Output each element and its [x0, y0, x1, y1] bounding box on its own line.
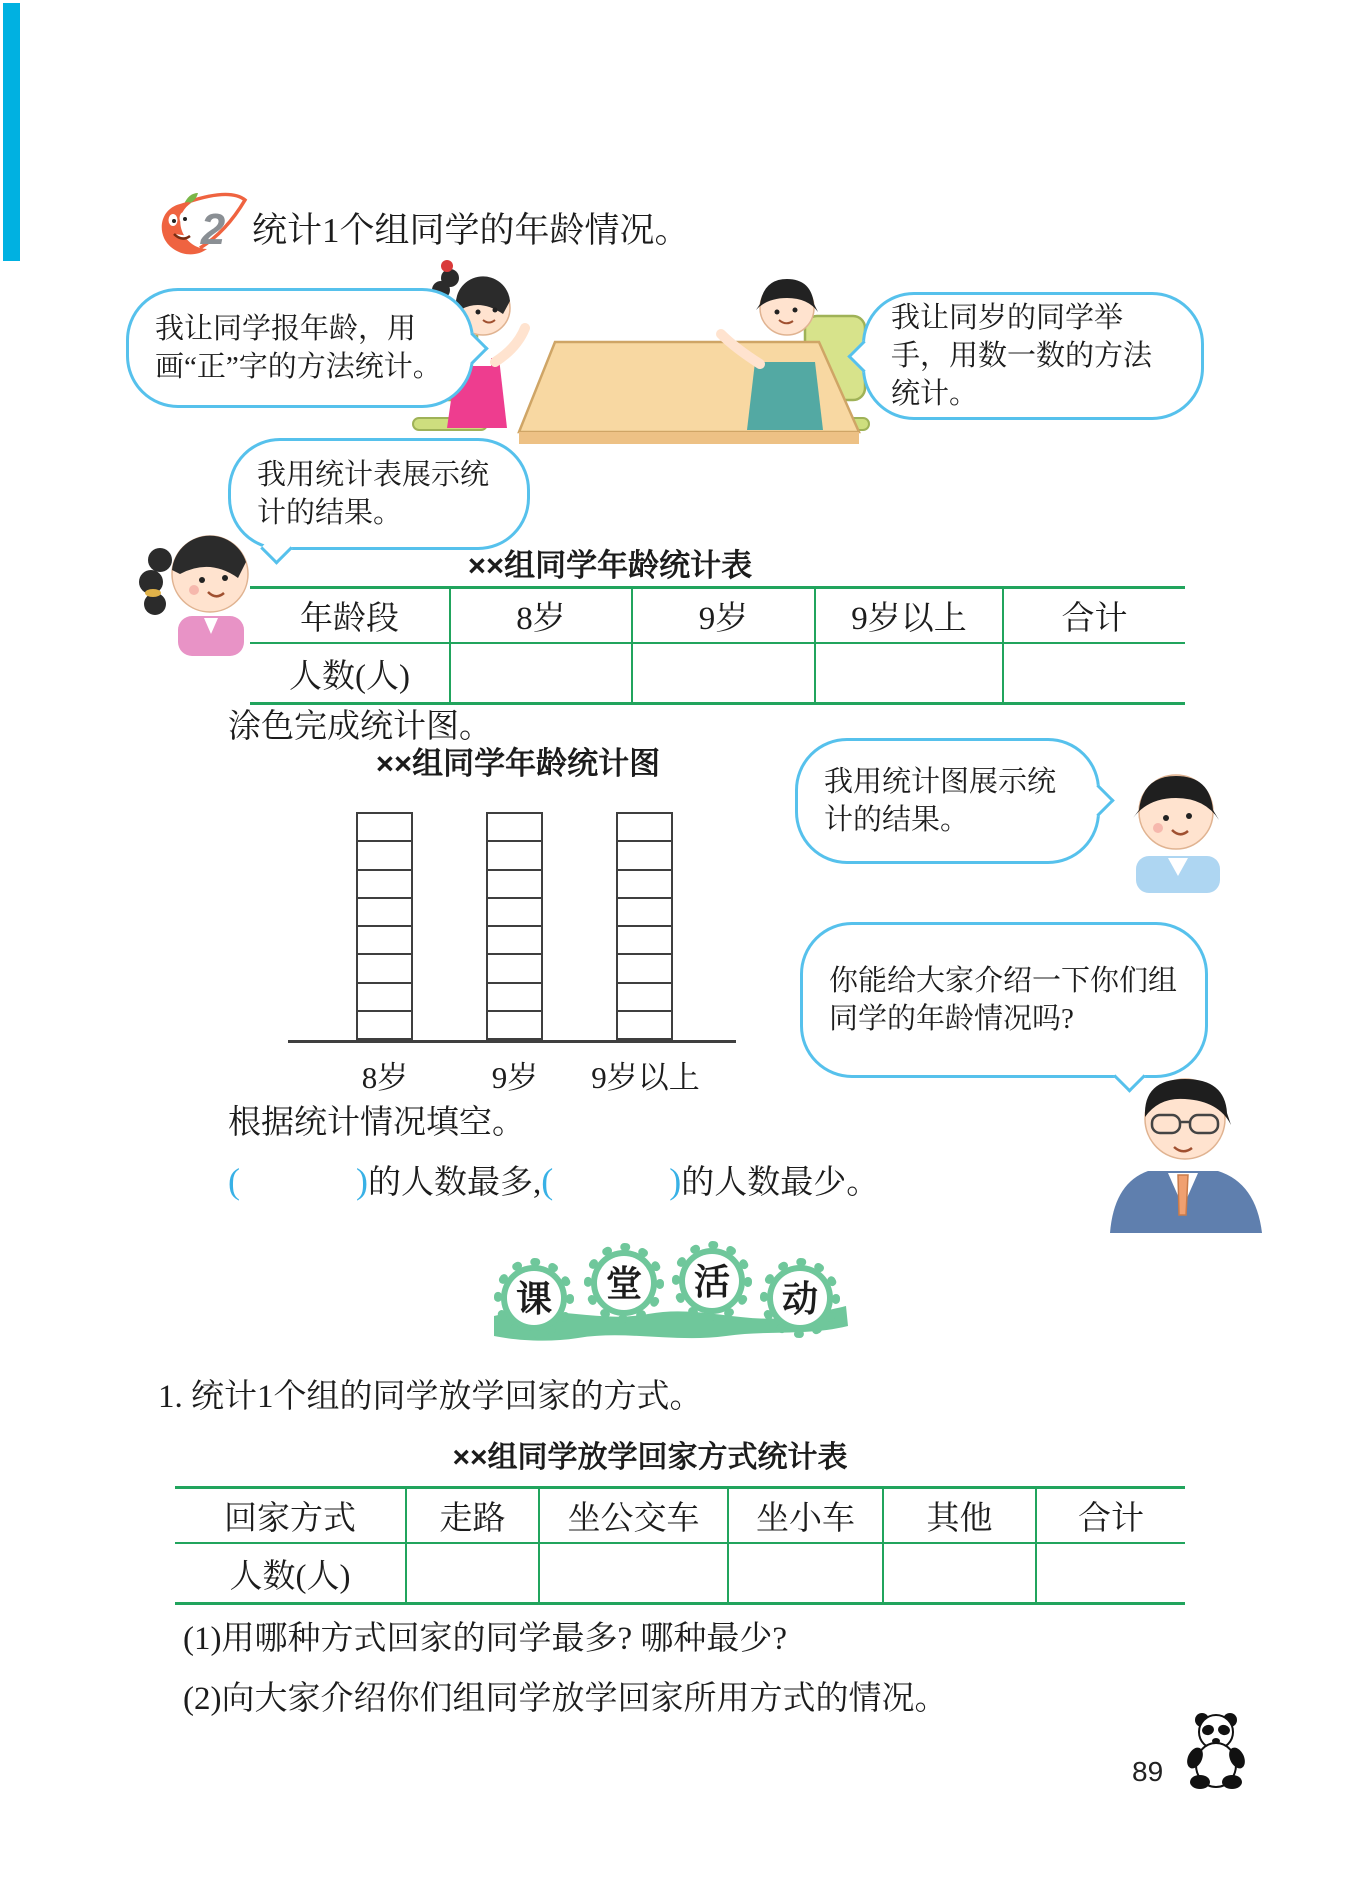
age-table-value-cell — [449, 644, 631, 702]
banner-flower — [676, 1245, 748, 1317]
age-table-header: 9岁以上 — [814, 589, 1002, 644]
banner-char: 活 — [693, 1261, 731, 1302]
home-table-value-cell — [727, 1544, 882, 1602]
chart-grid-cell — [488, 982, 541, 1010]
sentence-segment: 的人数最多, — [368, 1165, 542, 1201]
home-table-title: ××组同学放学回家方式统计表 — [452, 1441, 848, 1474]
classroom-activity-banner — [486, 1238, 854, 1360]
speech-bubble-girl-method — [126, 288, 474, 408]
margin-accent-bar — [3, 3, 20, 261]
speech-text: 我用统计表展示统计的结果。 — [257, 458, 490, 529]
home-table-value-cell — [405, 1544, 538, 1602]
age-table-title: ××组同学年龄统计表 — [467, 548, 753, 583]
boy-avatar — [1108, 748, 1243, 893]
home-table-header: 回家方式 — [175, 1489, 405, 1544]
pepper-problem-icon — [150, 188, 250, 268]
page-number: 89 — [1132, 1756, 1164, 1787]
open-paren: ( — [541, 1161, 554, 1201]
chart-grid-cell — [488, 869, 541, 897]
sentence-segment: 的人数最少。 — [681, 1165, 880, 1201]
banner-char: 堂 — [605, 1263, 643, 1304]
chart-grid-cell — [358, 925, 411, 953]
activity1-lead: 1. 统计1个组的同学放学回家的方式。 — [158, 1379, 703, 1415]
chart-grid-cell — [488, 953, 541, 981]
question-2: (2)向大家介绍你们组同学放学回家所用方式的情况。 — [183, 1681, 948, 1717]
age-table — [250, 586, 1185, 705]
open-paren: ( — [228, 1161, 240, 1201]
age-table-value-cell — [631, 644, 814, 702]
speech-bubble-girl-table — [228, 438, 530, 550]
age-table-header: 合计 — [1002, 589, 1185, 644]
speech-text: 我让同岁的同学举手，用数一数的方法统计。 — [891, 301, 1153, 411]
chart-column-8yr — [356, 812, 413, 1040]
speech-text: 我让同学报年龄，用画“正”字的方法统计。 — [155, 312, 442, 383]
speech-text: 我用统计图展示统计的结果。 — [824, 765, 1057, 836]
fill-blank-instruction: 根据统计情况填空。 — [228, 1105, 525, 1141]
chart-category-label: 8岁 — [361, 1060, 409, 1095]
chart-grid-cell — [618, 869, 671, 897]
fill-blank-sentence — [228, 1160, 879, 1204]
panda-mascot-icon — [1186, 1710, 1250, 1792]
chart-grid-cell — [358, 840, 411, 868]
banner-char: 动 — [781, 1278, 819, 1319]
problem-number: 2 — [200, 205, 226, 254]
chart-category-label: 9岁以上 — [591, 1060, 700, 1095]
speech-bubble-boy-method — [862, 292, 1204, 420]
home-table-header: 合计 — [1035, 1489, 1185, 1544]
chart-grid-cell — [618, 897, 671, 925]
speech-text: 你能给大家介绍一下你们组同学的年龄情况吗? — [829, 964, 1178, 1035]
chart-grid-cell — [358, 953, 411, 981]
home-method-table — [175, 1486, 1185, 1605]
speech-bubble-teacher — [800, 922, 1208, 1078]
chart-category-label: 9岁 — [491, 1060, 539, 1095]
chart-grid-cell — [618, 1010, 671, 1038]
home-table-value-cell — [1035, 1544, 1185, 1602]
age-table-row-label: 人数(人) — [289, 658, 410, 695]
chart-grid-cell — [358, 814, 411, 840]
chart-grid-cell — [618, 982, 671, 1010]
home-table-header: 走路 — [405, 1489, 538, 1544]
chart-grid-cell — [618, 814, 671, 840]
problem-title: 统计1个组同学的年龄情况。 — [252, 211, 690, 250]
chart-grid-cell — [358, 1010, 411, 1038]
chart-grid-cell — [618, 840, 671, 868]
home-table-header: 坐小车 — [727, 1489, 882, 1544]
home-table-value-cell — [538, 1544, 727, 1602]
chart-grid-cell — [618, 953, 671, 981]
chart-grid-cell — [618, 925, 671, 953]
chart-grid-cell — [488, 814, 541, 840]
age-table-header: 9岁 — [631, 589, 814, 644]
chart-grid-cell — [488, 840, 541, 868]
chart-x-axis — [288, 1040, 736, 1043]
chart-grid-cell — [488, 1010, 541, 1038]
coloring-instruction: 涂色完成统计图。 — [228, 709, 492, 745]
chart-grid-cell — [488, 897, 541, 925]
chart-column-over9yr — [616, 812, 673, 1040]
age-table-header: 8岁 — [449, 589, 631, 644]
age-table-value-cell — [1002, 644, 1185, 702]
age-table-header: 年龄段 — [250, 589, 449, 644]
home-table-value-cell — [882, 1544, 1035, 1602]
age-chart-title: ××组同学年龄统计图 — [375, 746, 661, 781]
chart-grid-cell — [358, 869, 411, 897]
banner-char: 课 — [515, 1278, 553, 1319]
home-table-row-label: 人数(人) — [229, 1558, 351, 1595]
chart-grid-cell — [358, 897, 411, 925]
chart-grid-cell — [358, 982, 411, 1010]
chart-grid-cell — [488, 925, 541, 953]
home-table-header: 坐公交车 — [538, 1489, 727, 1544]
chart-column-9yr — [486, 812, 543, 1040]
banner-flower — [588, 1247, 660, 1319]
question-1: (1)用哪种方式回家的同学最多? 哪种最少? — [183, 1621, 788, 1657]
home-table-header: 其他 — [882, 1489, 1035, 1544]
speech-bubble-boy-chart — [795, 738, 1100, 864]
age-table-value-cell — [814, 644, 1002, 702]
close-paren: ) — [356, 1161, 368, 1201]
close-paren: ) — [669, 1161, 682, 1201]
